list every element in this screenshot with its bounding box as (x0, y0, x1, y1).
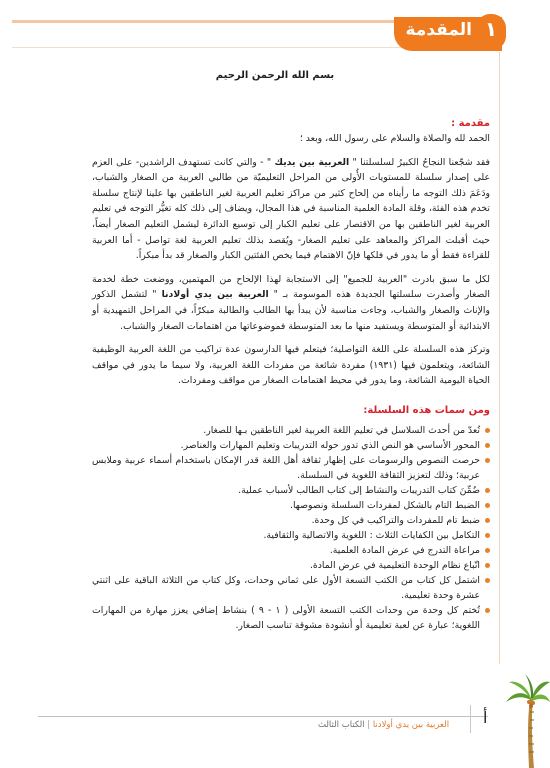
bullet-icon (485, 443, 490, 448)
intro-heading: مقدمة : (451, 118, 490, 129)
bullet-icon (485, 428, 490, 433)
bullet-icon (485, 533, 490, 538)
main-content (92, 117, 490, 633)
footer-divider-icon: | (367, 720, 371, 730)
list-item: المحور الأساسي هو النص الذي تدور حوله التدريبات وتعليم المهارات والعناصر. (92, 438, 490, 453)
intro-paragraph-3: وتركز هذه السلسلة على اللغة التواصلية؛ فيتعلم فيها الدارسون عدة تراكيب من اللغة العربية الوظيفية الشائعة، ويتعلمون فيها (١٩٣١) مفردة شائعة من مفردات اللغة العربية، ولا سيما ما يدور في مواقف الحياة اليومية الشائعة، وما يدور في محيط اهتمامات الصغار من مواقف ومفردات. (92, 344, 490, 387)
features-heading: ومن سمات هذه السلسلة: (363, 404, 490, 416)
p2-text-a: لكل ما سبق بادرت "العربية للجميع" إلى الاستجابة لهذا الإلحاح من المهتمين، ووضعت خطة لخدمة الصغار وأصدرت سلسلتها الجديدة هذه الموسومة بـ " (92, 273, 490, 301)
bullet-icon (485, 503, 490, 508)
list-item: حرصت النصوص والرسومات على إظهار ثقافة أهل اللغة قدر الإمكان باستخدام أسماء عربية وملابس عربية؛ وذلك لتعزيز الثقافة اللغوية في السلسلة. (92, 453, 490, 483)
palm-tree-icon (505, 650, 550, 768)
list-item: ضبط تام للمفردات والتراكيب في كل وحدة. (92, 513, 490, 528)
intro-paragraph-2 (92, 272, 490, 334)
page-number: أ (483, 708, 488, 727)
footer-caption (318, 720, 449, 730)
list-item: تُختم كل وحدة من وحدات الكتب التسعة الأولى ( ١ - ٩ ) بنشاط إضافي يعزز مهارة من المهارات اللغوية؛ عبارة عن لعبة تعليمية أو أنشودة مشوقة تناسب الصغار. (92, 603, 490, 633)
footer-divider (470, 705, 471, 733)
basmala: بسم الله الرحمن الرحيم (215, 70, 335, 81)
list-item: التكامل بين الكفايات الثلاث : اللغوية والاتصالية والثقافية. (92, 528, 490, 543)
list-item: الضبط التام بالشكل لمفردات السلسلة ونصوصها. (92, 498, 490, 513)
p1-text-a: فقد شجّعنا النجاحُ الكبيرُ لسلسلتنا " (349, 156, 490, 168)
bullet-icon (485, 608, 490, 613)
bullet-icon (485, 578, 490, 583)
list-item: مراعاة التدرج في عرض المادة العلمية. (92, 543, 490, 558)
p1-text-b: " - والتي كانت تستهدف الراشدين- على العزم على إصدار سلسلة للمستويات الأُولى من المراحل التعليميّة من طالبي العربية من الصغار والشباب، ودَعَمَ ذلك التوجه ما رأيناه من إلحاح كثير من مراكز تعليم العربية لغير الناطقين بها علينا لإنتاج سلسلة تخدم هذه الفئة، وقلة المادة العلمية المناسبة في هذا المجال، ويضاف إلى ذلك كله تغيُّر التوجه في تعليم العربية لغير الناطقين بها من الاقتصار على تعليم الكبار إلى توسيع الدائرة ليشمل التعليم الصغار أيضاً، حيث أقبلت المراكز والمعاهد على تعليم الصغار- ويُقصد بذلك تعليم العربية لغة تواصل - أما العربية للقراءة فقط أو ما يدور في فلكها فإنّ الاهتمام فيما يخص الفئتين الكبار والصغار قد بدأ مبكراً. (92, 156, 490, 262)
footer-series: العربية بين يدي أولادنا (372, 720, 450, 730)
list-item: تُعدّ من أحدث السلاسل في تعليم اللغة العربية لغير الناطقين بـها للصغار. (92, 423, 490, 438)
bullet-icon (485, 518, 490, 523)
bullet-icon (485, 488, 490, 493)
bullet-icon (485, 548, 490, 553)
section-title: المقدمة (405, 20, 472, 40)
p2-text-b: " لتشمل الذكور والإناث والصغار والشباب، وجاءت مناسبة لأن يبدأ بها الطالب والطالبة مبكرّاً، في المراحل التمهيدية أو الابتدائية أو المتوسطة ويستفيد منها ما بعد المتوسطة فموضوعاتها من اهتمامات الصغار والشباب. (92, 289, 490, 332)
p1-series-name: العربية بين يديك (274, 156, 350, 168)
section-number: ١ (484, 17, 498, 41)
intro-greeting: الحمد لله والصلاة والسلام على رسول الله، وبعد ؛ (299, 133, 490, 144)
list-item: اشتمل كل كتاب من الكتب التسعة الأول على ثماني وحدات، وكل كتاب من الثلاثة الباقية على اثنتي عشرة وحدة تعليمية. (92, 573, 490, 603)
intro-paragraph-1 (92, 155, 490, 264)
list-item: ضُمِّنَ كتاب التدريبات والنشاط إلى كتاب الطالب لأسباب عملية. (92, 483, 490, 498)
footer-book: الكتاب الثالث (318, 720, 365, 730)
footer-rule (38, 716, 488, 717)
list-item: اتّباع نظام الوحدة التعليمية في عرض المادة. (92, 558, 490, 573)
features-list (92, 423, 490, 633)
bullet-icon (485, 563, 490, 568)
bullet-icon (485, 458, 490, 463)
p2-series-name: العربية بين يدي أولادنا (161, 289, 269, 301)
margin-rule (499, 52, 500, 664)
